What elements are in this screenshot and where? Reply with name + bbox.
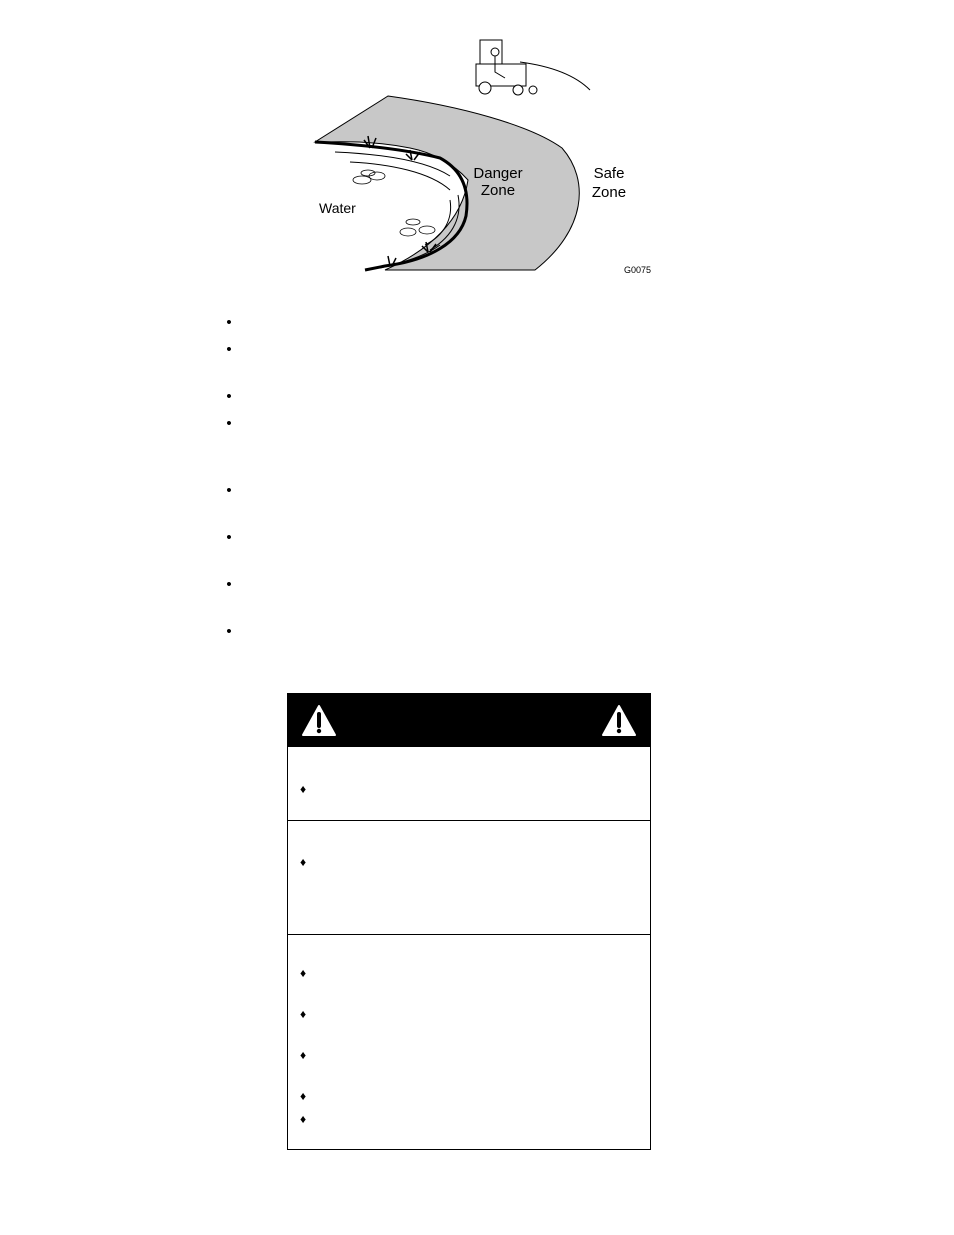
- lily-pad: [400, 228, 416, 236]
- warning-box: [287, 693, 651, 1150]
- figure-id: G0075: [624, 265, 652, 275]
- bullet-item: •: [226, 623, 232, 640]
- bullet-item: •: [226, 415, 232, 432]
- danger-zone-label-line1: Danger: [473, 165, 523, 182]
- diamond-bullet: ♦: [299, 782, 307, 796]
- bullet-item: •: [226, 314, 232, 331]
- danger-zone-diagram: [290, 30, 670, 280]
- safe-zone-label-line2: Zone: [591, 184, 627, 201]
- lily-pad: [406, 219, 420, 225]
- bullet-item: •: [226, 576, 232, 593]
- lily-pad: [361, 170, 375, 176]
- diamond-bullet: ♦: [299, 1007, 307, 1021]
- diamond-bullet: ♦: [299, 966, 307, 980]
- danger-zone-label-line2: Zone: [480, 182, 516, 199]
- lily-pad: [419, 226, 435, 234]
- diamond-bullet: ♦: [299, 1112, 307, 1126]
- diamond-bullet: ♦: [299, 1048, 307, 1062]
- danger-zone-illustration: [290, 30, 670, 280]
- warning-triangle-icon: [301, 704, 337, 737]
- warning-header: [288, 694, 650, 747]
- water-label: Water: [319, 200, 356, 216]
- riding-mower: [476, 40, 537, 95]
- lily-pad: [353, 176, 371, 184]
- warning-section-2: [288, 821, 650, 935]
- bullet-item: •: [226, 482, 232, 499]
- warning-triangle-icon: [601, 704, 637, 737]
- travel-path: [520, 62, 590, 90]
- diamond-bullet: ♦: [299, 1089, 307, 1103]
- bullet-item: •: [226, 388, 232, 405]
- safe-zone-label-line1: Safe: [593, 165, 625, 182]
- bullet-item: •: [226, 529, 232, 546]
- warning-section-1: [288, 747, 650, 821]
- warning-section-3: [288, 935, 650, 1149]
- bullet-item: •: [226, 341, 232, 358]
- diamond-bullet: ♦: [299, 855, 307, 869]
